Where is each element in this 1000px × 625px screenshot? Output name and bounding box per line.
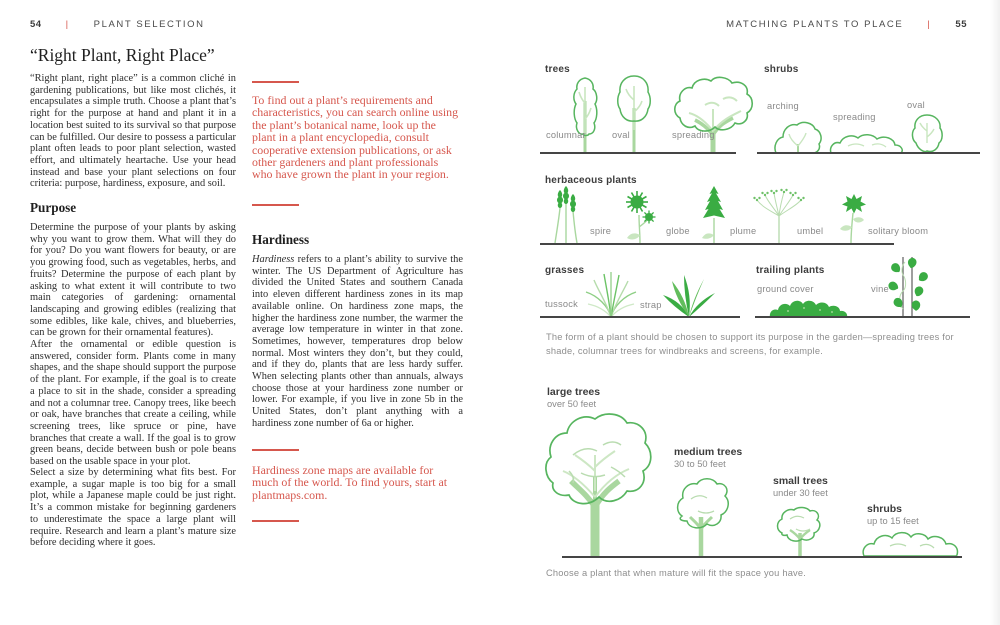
- ground-cover-illustration: [768, 295, 850, 318]
- size-range-shrubs: up to 15 feet: [867, 516, 919, 526]
- group-title-trailing: trailing plants: [756, 265, 825, 276]
- group-title-herbaceous: herbaceous plants: [545, 175, 637, 186]
- group-title-trees: trees: [545, 64, 570, 75]
- small-tree-illustration: [772, 505, 828, 557]
- size-label-large-trees: large trees: [547, 386, 601, 398]
- purpose-paragraph-2: After the ornamental or edible question is answered, consider form. Plants come in many shapes, and the shape should support the purpose of the plant. For example, if the goal is to create a place to sit in the shade, consider a spreading and not a columnar tree. Canopy trees, like beech or oak, have branches that create a ceiling, while screening trees, like spruce or pine, have branches that create a wall. If the goal is to grow green beans, decide between bush or pole beans based on the usable space in your plot.: [30, 339, 236, 468]
- spire-plant-illustration: [546, 186, 588, 244]
- callout-rule: [252, 449, 299, 451]
- ground-line-trailing: [755, 316, 970, 318]
- hardiness-paragraph: [252, 254, 463, 430]
- form-label-spire: spire: [590, 226, 612, 236]
- spreading-shrub-illustration: [828, 130, 906, 154]
- form-label-ground-cover: ground cover: [757, 284, 814, 294]
- form-label-oval-tree: oval: [612, 130, 630, 140]
- form-label-solitary-bloom: solitary bloom: [868, 226, 929, 236]
- purpose-paragraph-3: Select a size by determining what fits best. For example, a sugar maple is too big for a small plot, while a Japanese maple could be just right. It’s a common mistake for beginning gardeners to underestimate the space a large plant will require. Research and learn a plant’s mature size before deciding where it goes.: [30, 467, 236, 549]
- size-figure-caption: Choose a plant that when mature will fit the space you have.: [546, 568, 807, 578]
- header-divider: |: [65, 19, 70, 30]
- form-label-oval-shrub: oval: [907, 100, 925, 110]
- form-label-vine: vine: [871, 284, 889, 294]
- form-label-spreading-shrub: spreading: [833, 112, 876, 122]
- right-section-title: MATCHING PLANTS TO PLACE: [726, 19, 904, 30]
- purpose-heading: Purpose: [30, 200, 77, 215]
- size-label-shrubs: shrubs: [867, 503, 903, 515]
- size-range-large-trees: over 50 feet: [547, 399, 597, 409]
- purpose-paragraph-1: Determine the purpose of your plants by asking why you want to grow them. What will they do for you? Do you want flowers for beauty, or are you growing food, such as vegetables, herbs, and fruits? Determine the purpose of each plant by asking to what extent it will contribute to two main categories of gardening: ornamental landscaping and growing edibles (realizing that some edibles, like kale, chives, and blueberries, can be grown for their ornamental features).: [30, 222, 236, 339]
- group-title-grasses: grasses: [545, 265, 585, 276]
- intro-paragraph: “Right plant, right place” is a common cliché in gardening publications, but like most clichés, it encapsulates a simple truth. Choose a plant that’s right for the purpose at hand and plant it in a location best suited to its survival so that purpose can be fulfilled. Our desire to possess a particular plant often leads to poor plant selection, wasted effort, and ultimately heartache. Use your head instead and base your plant selections on four criteria: purpose, hardiness, exposure, and soil.: [30, 73, 236, 190]
- callout-rule: [252, 204, 299, 206]
- form-label-strap: strap: [640, 300, 662, 310]
- strap-grass-illustration: [660, 271, 718, 318]
- form-label-columnar: columnar: [546, 130, 586, 140]
- plume-plant-illustration: [699, 185, 729, 245]
- vine-illustration: [888, 257, 928, 317]
- page-edge-shadow: [990, 0, 1000, 625]
- right-page-number: 55: [955, 19, 967, 30]
- ground-line-shrubs: [757, 152, 980, 154]
- form-label-umbel: umbel: [797, 226, 824, 236]
- oval-shrub-illustration: [906, 113, 948, 153]
- form-label-globe: globe: [666, 226, 690, 236]
- form-label-tussock: tussock: [545, 299, 578, 309]
- size-label-small-trees: small trees: [773, 475, 828, 487]
- hardiness-body-text: refers to a plant’s ability to survive the winter. The US Department of Agriculture has divided the United States and southern Canada into eleven different hardiness zones in its map available online. On hardiness zone maps, the higher the hardiness zone number, the warmer the average low temperature in winter in that zone. Sometimes, however, temperatures drop below normal. Most winters they don’t, but they could, and if they do, plants that are less hardy suffer. When selecting plants other than annuals, always choose those at your hardiness zone number or lower. For example, if you live in zone 5b in the United States, don’t plant anything with a hardiness zone number of 6a or higher.: [252, 254, 463, 429]
- size-shrub-illustration: [860, 526, 964, 557]
- ground-line-herbaceous: [540, 243, 894, 245]
- callout-rule: [252, 81, 299, 83]
- group-title-shrubs: shrubs: [764, 64, 799, 75]
- right-running-head: [726, 19, 967, 30]
- solitary-bloom-illustration: [836, 193, 868, 244]
- ground-line-grasses: [540, 316, 740, 318]
- left-section-title: PLANT SELECTION: [93, 19, 205, 30]
- spreading-tree-illustration: [671, 77, 755, 154]
- callout-zone-maps: Hardiness zone maps are available for much of the world. To find yours, start at plantmaps.com.: [252, 463, 448, 502]
- callout-research: To find out a plant’s requirements and characteristics, you can search online using the plant’s botanical name, look up the plant in a plant encyclopedia, consult cooperative extension publications, or ask other gardeners and plant professionals who have grown the plant in your region.: [252, 93, 459, 182]
- ground-line-size-figure: [562, 556, 962, 558]
- size-range-small-trees: under 30 feet: [773, 488, 828, 498]
- columnar-tree-illustration: [566, 75, 604, 153]
- form-label-spreading-tree: spreading: [672, 130, 715, 140]
- form-label-arching: arching: [767, 101, 799, 111]
- tussock-grass-illustration: [570, 268, 652, 318]
- left-running-head: [30, 19, 205, 30]
- page-title: “Right Plant, Right Place”: [30, 45, 215, 65]
- form-label-plume: plume: [730, 226, 757, 236]
- header-divider: |: [927, 19, 932, 30]
- medium-tree-illustration: [674, 477, 728, 557]
- left-page-number: 54: [30, 19, 42, 30]
- size-label-medium-trees: medium trees: [674, 446, 743, 458]
- hardiness-lead-word: Hardiness: [252, 254, 295, 265]
- callout-rule: [252, 520, 299, 522]
- oval-tree-illustration: [615, 74, 653, 154]
- globe-plant-illustration: [618, 189, 662, 244]
- ground-line-trees: [540, 152, 736, 154]
- arching-shrub-illustration: [773, 116, 823, 154]
- form-figure-caption: The form of a plant should be chosen to support its purpose in the garden—spreading trees for shade, columnar trees for windbreaks and screens, for example.: [546, 332, 954, 356]
- size-range-medium-trees: 30 to 50 feet: [674, 459, 726, 469]
- hardiness-heading: Hardiness: [252, 232, 310, 247]
- large-tree-illustration: [543, 411, 653, 558]
